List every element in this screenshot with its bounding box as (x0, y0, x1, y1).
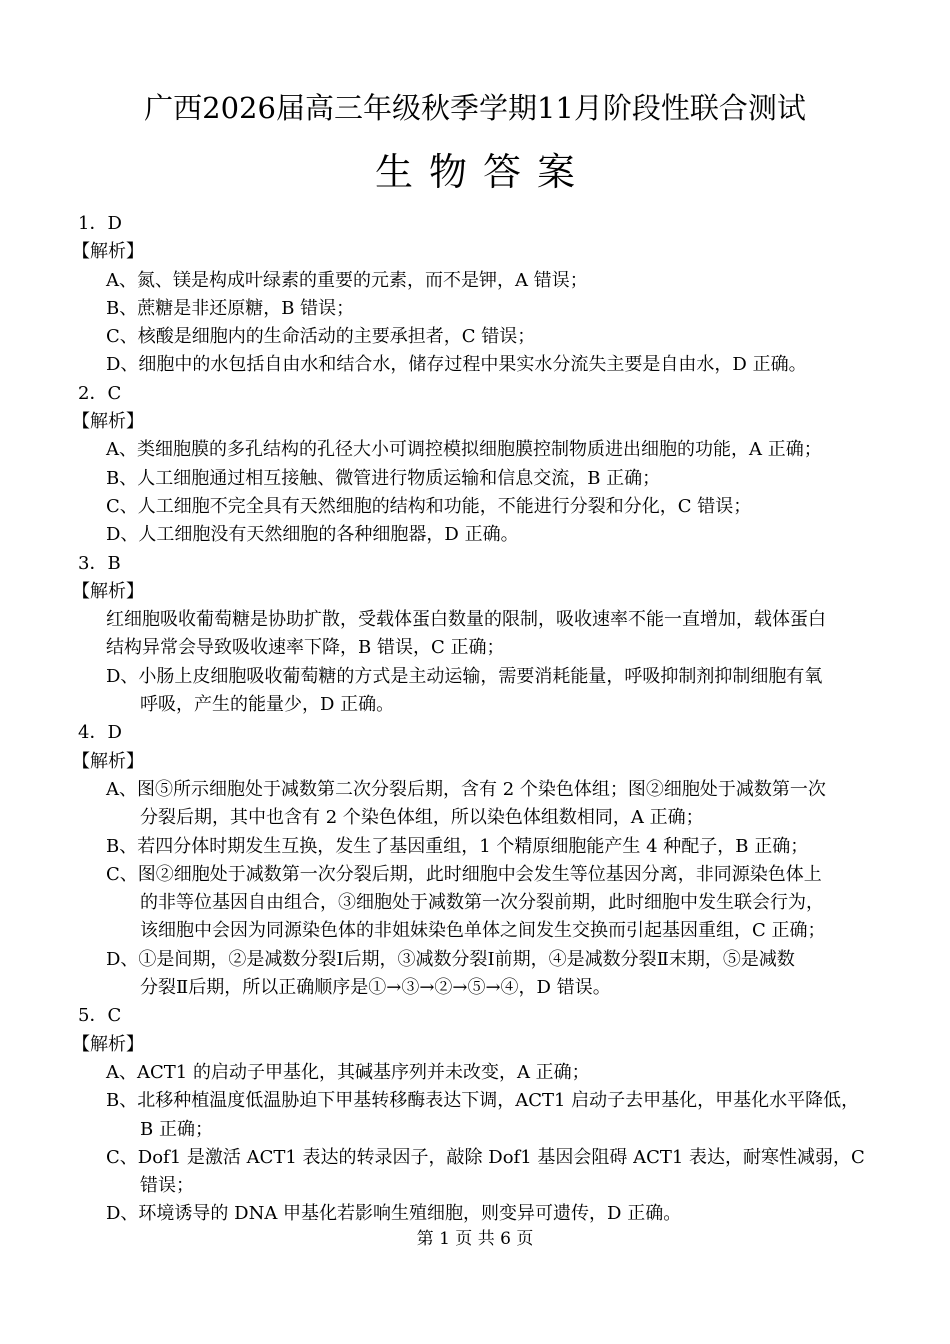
paragraph-line: 红细胞吸收葡萄糖是协助扩散，受载体蛋白数量的限制，吸收速率不能一直增加，载体蛋白 (106, 609, 826, 631)
option-continuation: B 正确； (140, 1118, 213, 1140)
document-subtitle: 生物答案 (374, 150, 591, 194)
option-line: D、小肠上皮细胞吸收葡萄糖的方式是主动运输，需要消耗能量，呼吸抑制剂抑制细胞有氧 (106, 665, 823, 687)
question-number: 3．B (78, 552, 121, 574)
analysis-heading: 【解析】 (72, 750, 144, 772)
option-continuation: 分裂Ⅱ后期，所以正确顺序是①→③→②→⑤→④，D 错误。 (140, 977, 611, 999)
analysis-heading: 【解析】 (72, 1033, 144, 1055)
analysis-heading: 【解析】 (72, 241, 144, 263)
paragraph-line: 结构异常会导致吸收速率下降，B 错误，C 正确； (106, 637, 505, 659)
option-continuation: 该细胞中会因为同源染色体的非姐妹染色单体之间发生交换而引起基因重组，C 正确； (140, 920, 826, 942)
option-line: C、人工细胞不完全具有天然细胞的结构和功能，不能进行分裂和分化，C 错误； (106, 495, 752, 517)
option-line: C、Dof1 是激活 ACT1 表达的转录因子，敲除 Dof1 基因会阻碍 ACT1 表达，耐寒性减弱，C (106, 1146, 865, 1168)
question-number: 2．C (78, 382, 122, 404)
question-number: 1．D (78, 213, 122, 234)
option-continuation: 分裂后期，其中也含有 2 个染色体组，所以染色体组数相同，A 正确； (140, 807, 704, 829)
analysis-heading: 【解析】 (72, 580, 144, 602)
option-line: D、环境诱导的 DNA 甲基化若影响生殖细胞，则变异可遗传，D 正确。 (106, 1203, 682, 1225)
option-line: C、核酸是细胞内的生命活动的主要承担者，C 错误； (106, 326, 536, 348)
option-line: B、若四分体时期发生互换，发生了基因重组，1 个精原细胞能产生 4 种配子，B 正确； (106, 835, 809, 857)
option-line: A、图⑤所示细胞处于减数第二次分裂后期，含有 2 个染色体组；图②细胞处于减数第一次 (106, 778, 826, 800)
option-line: A、氮、镁是构成叶绿素的重要的元素，而不是钾，A 错误； (106, 269, 588, 291)
option-line: B、北移种植温度低温胁迫下甲基转移酶表达下调，ACT1 启动子去甲基化，甲基化水平降低， (106, 1090, 860, 1112)
analysis-heading: 【解析】 (72, 411, 144, 433)
page-footer: 第 1 页 共 6 页 (416, 1229, 534, 1249)
option-line: D、①是间期，②是减数分裂Ⅰ后期，③减数分裂Ⅰ前期，④是减数分裂Ⅱ末期，⑤是减数 (106, 948, 795, 970)
option-line: A、ACT1 的启动子甲基化，其碱基序列并未改变，A 正确； (106, 1061, 590, 1083)
option-continuation: 的非等位基因自由组合，③细胞处于减数第一次分裂前期，此时细胞中发生联会行为， (140, 892, 824, 914)
option-line: D、细胞中的水包括自由水和结合水，储存过程中果实水分流失主要是自由水，D 正确。 (106, 354, 807, 376)
option-line: C、图②细胞处于减数第一次分裂后期，此时细胞中会发生等位基因分离，非同源染色体上 (106, 863, 822, 885)
option-continuation: 呼吸，产生的能量少，D 正确。 (140, 694, 395, 716)
option-continuation: 错误； (140, 1175, 194, 1197)
option-line: B、人工细胞通过相互接触、微管进行物质运输和信息交流，B 正确； (106, 467, 661, 489)
answer-content (0, 210, 950, 1229)
document-title: 广西2026届高三年级秋季学期11月阶段性联合测试 (144, 91, 806, 125)
question-number: 5．C (78, 1005, 122, 1027)
option-line: A、类细胞膜的多孔结构的孔径大小可调控模拟细胞膜控制物质进出细胞的功能，A 正确； (106, 439, 822, 461)
question-number: 4．D (78, 722, 122, 744)
option-line: B、蔗糖是非还原糖，B 错误； (106, 297, 355, 319)
option-line: D、人工细胞没有天然细胞的各种细胞器，D 正确。 (106, 524, 519, 546)
